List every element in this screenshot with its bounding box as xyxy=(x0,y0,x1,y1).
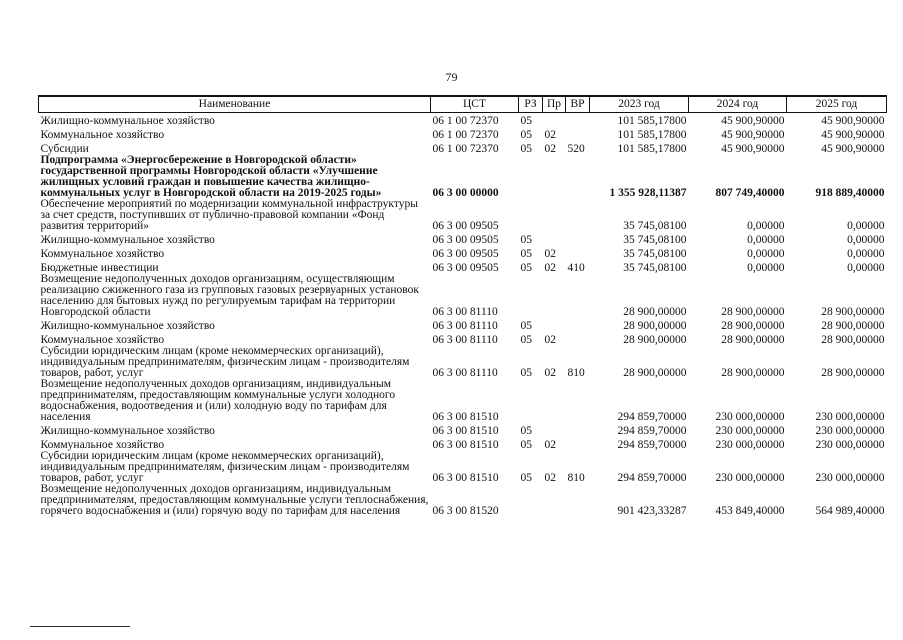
row-2023-cell: 101 585,17800 xyxy=(617,128,687,141)
table-row xyxy=(39,232,887,246)
table-row xyxy=(39,155,887,199)
table-row xyxy=(39,451,887,484)
table-row xyxy=(39,423,887,437)
row-2025-cell: 28 900,00000 xyxy=(821,333,885,346)
row-pr-cell xyxy=(543,274,566,318)
row-name-cell: Жилищно-коммунальное хозяйство xyxy=(40,424,215,437)
row-pr-cell xyxy=(543,155,566,199)
row-pr-cell: 02 xyxy=(544,366,556,379)
row-vr-cell xyxy=(566,274,590,318)
table-row xyxy=(39,332,887,346)
row-vr-cell xyxy=(566,113,590,127)
budget-table xyxy=(38,95,887,517)
row-vr-cell: 810 xyxy=(567,366,585,379)
table-row xyxy=(39,113,887,127)
row-rz-cell: 05 xyxy=(520,471,532,484)
table-row xyxy=(39,318,887,332)
row-2024-cell: 230 000,00000 xyxy=(715,424,785,437)
row-vr-cell xyxy=(566,484,590,517)
row-cst-cell: 06 3 00 81510 xyxy=(432,438,499,451)
row-pr-cell xyxy=(543,484,566,517)
row-2024-cell: 0,00000 xyxy=(747,219,785,232)
row-pr-cell xyxy=(543,199,566,232)
table-row xyxy=(39,274,887,318)
row-2025-cell: 28 900,00000 xyxy=(821,305,885,318)
row-cst-cell: 06 3 00 00000 xyxy=(432,186,499,199)
row-vr-cell xyxy=(566,332,590,346)
col-header-2025: 2025 год xyxy=(787,96,887,113)
row-name-cell: Коммунальное хозяйство xyxy=(40,247,165,260)
row-cst-cell: 06 3 00 81510 xyxy=(432,410,499,423)
table-row xyxy=(39,484,887,517)
row-2025-cell: 230 000,00000 xyxy=(815,424,885,437)
row-2024-cell: 453 849,40000 xyxy=(715,504,785,517)
row-2023-cell: 901 423,33287 xyxy=(617,504,687,517)
table-header-row xyxy=(39,96,887,113)
row-pr-cell xyxy=(543,232,566,246)
row-2024-cell: 45 900,90000 xyxy=(721,128,785,141)
row-pr-cell: 02 xyxy=(544,471,556,484)
row-2023-cell: 1 355 928,11387 xyxy=(609,186,687,199)
row-name-cell: Коммунальное хозяйство xyxy=(40,438,165,451)
row-pr-cell: 02 xyxy=(544,142,556,155)
row-pr-cell: 02 xyxy=(544,333,556,346)
row-2024-cell: 0,00000 xyxy=(747,261,785,274)
row-vr-cell: 810 xyxy=(567,471,585,484)
col-header-rz: РЗ xyxy=(519,96,543,113)
row-cst-cell: 06 1 00 72370 xyxy=(432,114,499,127)
row-cst-cell: 06 3 00 09505 xyxy=(432,261,499,274)
row-vr-cell xyxy=(566,318,590,332)
row-vr-cell xyxy=(566,246,590,260)
row-pr-cell xyxy=(543,318,566,332)
table-row xyxy=(39,246,887,260)
row-rz-cell: 05 xyxy=(520,319,532,332)
row-vr-cell xyxy=(566,437,590,451)
row-vr-cell xyxy=(566,127,590,141)
row-vr-cell: 410 xyxy=(567,261,585,274)
row-2023-cell: 35 745,08100 xyxy=(623,233,687,246)
row-pr-cell: 02 xyxy=(544,261,556,274)
table-row xyxy=(39,127,887,141)
row-2025-cell: 918 889,40000 xyxy=(815,186,885,199)
row-2025-cell: 45 900,90000 xyxy=(821,114,885,127)
row-cst-cell: 06 3 00 81110 xyxy=(432,305,498,318)
row-2023-cell: 28 900,00000 xyxy=(623,333,687,346)
page-number: 79 xyxy=(445,70,458,84)
row-2023-cell: 35 745,08100 xyxy=(623,247,687,260)
row-rz-cell: 05 xyxy=(520,114,532,127)
row-rz-cell: 05 xyxy=(520,366,532,379)
row-name-cell: Жилищно-коммунальное хозяйство xyxy=(40,114,215,127)
row-cst-cell: 06 3 00 81110 xyxy=(432,319,498,332)
row-name-cell: Возмещение недополученных доходов организациям, осуществляющим реализацию сжиженного газа из групповых газовых резервуарных установок населению для бытовых нужд по регулируемым тарифам на территории Новгородской области xyxy=(40,272,419,318)
row-2024-cell: 0,00000 xyxy=(747,247,785,260)
row-2023-cell: 294 859,70000 xyxy=(617,424,687,437)
row-2023-cell: 35 745,08100 xyxy=(623,219,687,232)
row-name-cell: Субсидии xyxy=(40,142,89,155)
row-2025-cell: 230 000,00000 xyxy=(815,438,885,451)
row-rz-cell: 05 xyxy=(520,438,532,451)
row-name-cell: Обеспечение мероприятий по модернизации коммунальной инфраструктуры за счет средств, поступивших от публично-правовой компании «Фонд развития территорий» xyxy=(40,197,418,232)
row-2025-cell: 230 000,00000 xyxy=(815,471,885,484)
row-name-cell: Коммунальное хозяйство xyxy=(40,128,165,141)
table-row xyxy=(39,346,887,379)
row-pr-cell xyxy=(543,379,566,423)
row-2025-cell: 28 900,00000 xyxy=(821,319,885,332)
row-2024-cell: 45 900,90000 xyxy=(721,142,785,155)
row-name-cell: Субсидии юридическим лицам (кроме некоммерческих организаций), индивидуальным предпринимателям, физическим лицам - производителям товаров, работ, услуг xyxy=(40,344,410,379)
row-2024-cell: 45 900,90000 xyxy=(721,114,785,127)
row-vr-cell xyxy=(566,232,590,246)
row-2023-cell: 28 900,00000 xyxy=(623,366,687,379)
row-rz-cell xyxy=(519,155,543,199)
row-name-cell: Возмещение недополученных доходов организациям, индивидуальным предпринимателям, предоставляющим коммунальные услуги холодного водоснабжения, водоотведения и (или) холодную воду по тарифам для населения xyxy=(40,377,396,423)
col-header-cst: ЦСТ xyxy=(431,96,519,113)
row-name-cell: Возмещение недополученных доходов организациям, индивидуальным предпринимателям, предоставляющим коммунальные услуги теплоснабжения, горячего водоснабжения и (или) горячую воду по тарифам для населения xyxy=(40,482,429,517)
row-2025-cell: 45 900,90000 xyxy=(821,128,885,141)
row-cst-cell: 06 3 00 09505 xyxy=(432,233,499,246)
row-vr-cell xyxy=(566,379,590,423)
row-vr-cell xyxy=(566,423,590,437)
row-name-cell: Жилищно-коммунальное хозяйство xyxy=(40,233,215,246)
footer-divider xyxy=(30,626,130,627)
row-pr-cell xyxy=(543,423,566,437)
row-name-cell: Подпрограмма «Энергосбережение в Новгородской области» государственной программы Новгородской области «Улучшение жилищных условий граждан и повышение качества жилищно-коммунальных услуг в Новгородской области на 2019-2025 годы» xyxy=(40,153,382,199)
row-2025-cell: 0,00000 xyxy=(847,247,885,260)
row-cst-cell: 06 1 00 72370 xyxy=(432,142,499,155)
row-2023-cell: 294 859,70000 xyxy=(617,471,687,484)
row-rz-cell xyxy=(519,379,543,423)
row-pr-cell: 02 xyxy=(544,128,556,141)
row-rz-cell: 05 xyxy=(520,247,532,260)
col-header-2024: 2024 год xyxy=(689,96,787,113)
table-body xyxy=(39,113,887,517)
table-row xyxy=(39,141,887,155)
row-2025-cell: 564 989,40000 xyxy=(815,504,885,517)
row-cst-cell: 06 1 00 72370 xyxy=(432,128,499,141)
row-2025-cell: 230 000,00000 xyxy=(815,410,885,423)
row-cst-cell: 06 3 00 81510 xyxy=(432,471,499,484)
row-cst-cell: 06 3 00 81110 xyxy=(432,333,498,346)
row-pr-cell: 02 xyxy=(544,247,556,260)
row-2025-cell: 0,00000 xyxy=(847,219,885,232)
row-2023-cell: 35 745,08100 xyxy=(623,261,687,274)
row-rz-cell xyxy=(519,484,543,517)
row-2024-cell: 230 000,00000 xyxy=(715,410,785,423)
row-name-cell: Коммунальное хозяйство xyxy=(40,333,165,346)
table-row xyxy=(39,379,887,423)
row-vr-cell xyxy=(566,199,590,232)
table-row xyxy=(39,199,887,232)
row-rz-cell: 05 xyxy=(520,333,532,346)
row-rz-cell: 05 xyxy=(520,233,532,246)
row-cst-cell: 06 3 00 81510 xyxy=(432,424,499,437)
col-header-vr: ВР xyxy=(566,96,590,113)
row-2024-cell: 28 900,00000 xyxy=(721,333,785,346)
row-2024-cell: 28 900,00000 xyxy=(721,366,785,379)
row-2023-cell: 101 585,17800 xyxy=(617,114,687,127)
row-name-cell: Бюджетные инвестиции xyxy=(40,261,159,274)
col-header-2023: 2023 год xyxy=(590,96,689,113)
row-rz-cell: 05 xyxy=(520,128,532,141)
row-2025-cell: 28 900,00000 xyxy=(821,366,885,379)
row-pr-cell xyxy=(543,113,566,127)
row-2025-cell: 0,00000 xyxy=(847,261,885,274)
row-cst-cell: 06 3 00 09505 xyxy=(432,219,499,232)
row-rz-cell: 05 xyxy=(520,424,532,437)
col-header-pr: Пр xyxy=(543,96,566,113)
row-2024-cell: 0,00000 xyxy=(747,233,785,246)
row-pr-cell: 02 xyxy=(544,438,556,451)
row-2025-cell: 45 900,90000 xyxy=(821,142,885,155)
table-row xyxy=(39,437,887,451)
row-rz-cell: 05 xyxy=(520,261,532,274)
row-vr-cell xyxy=(566,155,590,199)
row-2023-cell: 101 585,17800 xyxy=(617,142,687,155)
row-2024-cell: 28 900,00000 xyxy=(721,305,785,318)
row-2023-cell: 28 900,00000 xyxy=(623,319,687,332)
row-rz-cell xyxy=(519,199,543,232)
row-name-cell: Субсидии юридическим лицам (кроме некоммерческих организаций), индивидуальным предпринимателям, физическим лицам - производителям товаров, работ, услуг xyxy=(40,449,410,484)
row-2024-cell: 28 900,00000 xyxy=(721,319,785,332)
row-rz-cell: 05 xyxy=(520,142,532,155)
row-cst-cell: 06 3 00 09505 xyxy=(432,247,499,260)
row-2024-cell: 230 000,00000 xyxy=(715,471,785,484)
row-2024-cell: 807 749,40000 xyxy=(715,186,785,199)
row-vr-cell: 520 xyxy=(567,142,585,155)
row-2023-cell: 294 859,70000 xyxy=(617,438,687,451)
col-header-name: Наименование xyxy=(39,96,431,113)
row-2024-cell: 230 000,00000 xyxy=(715,438,785,451)
row-name-cell: Жилищно-коммунальное хозяйство xyxy=(40,319,215,332)
row-2023-cell: 294 859,70000 xyxy=(617,410,687,423)
table-row xyxy=(39,260,887,274)
row-cst-cell: 06 3 00 81110 xyxy=(432,366,498,379)
row-2023-cell: 28 900,00000 xyxy=(623,305,687,318)
row-2025-cell: 0,00000 xyxy=(847,233,885,246)
row-cst-cell: 06 3 00 81520 xyxy=(432,504,499,517)
row-rz-cell xyxy=(519,274,543,318)
